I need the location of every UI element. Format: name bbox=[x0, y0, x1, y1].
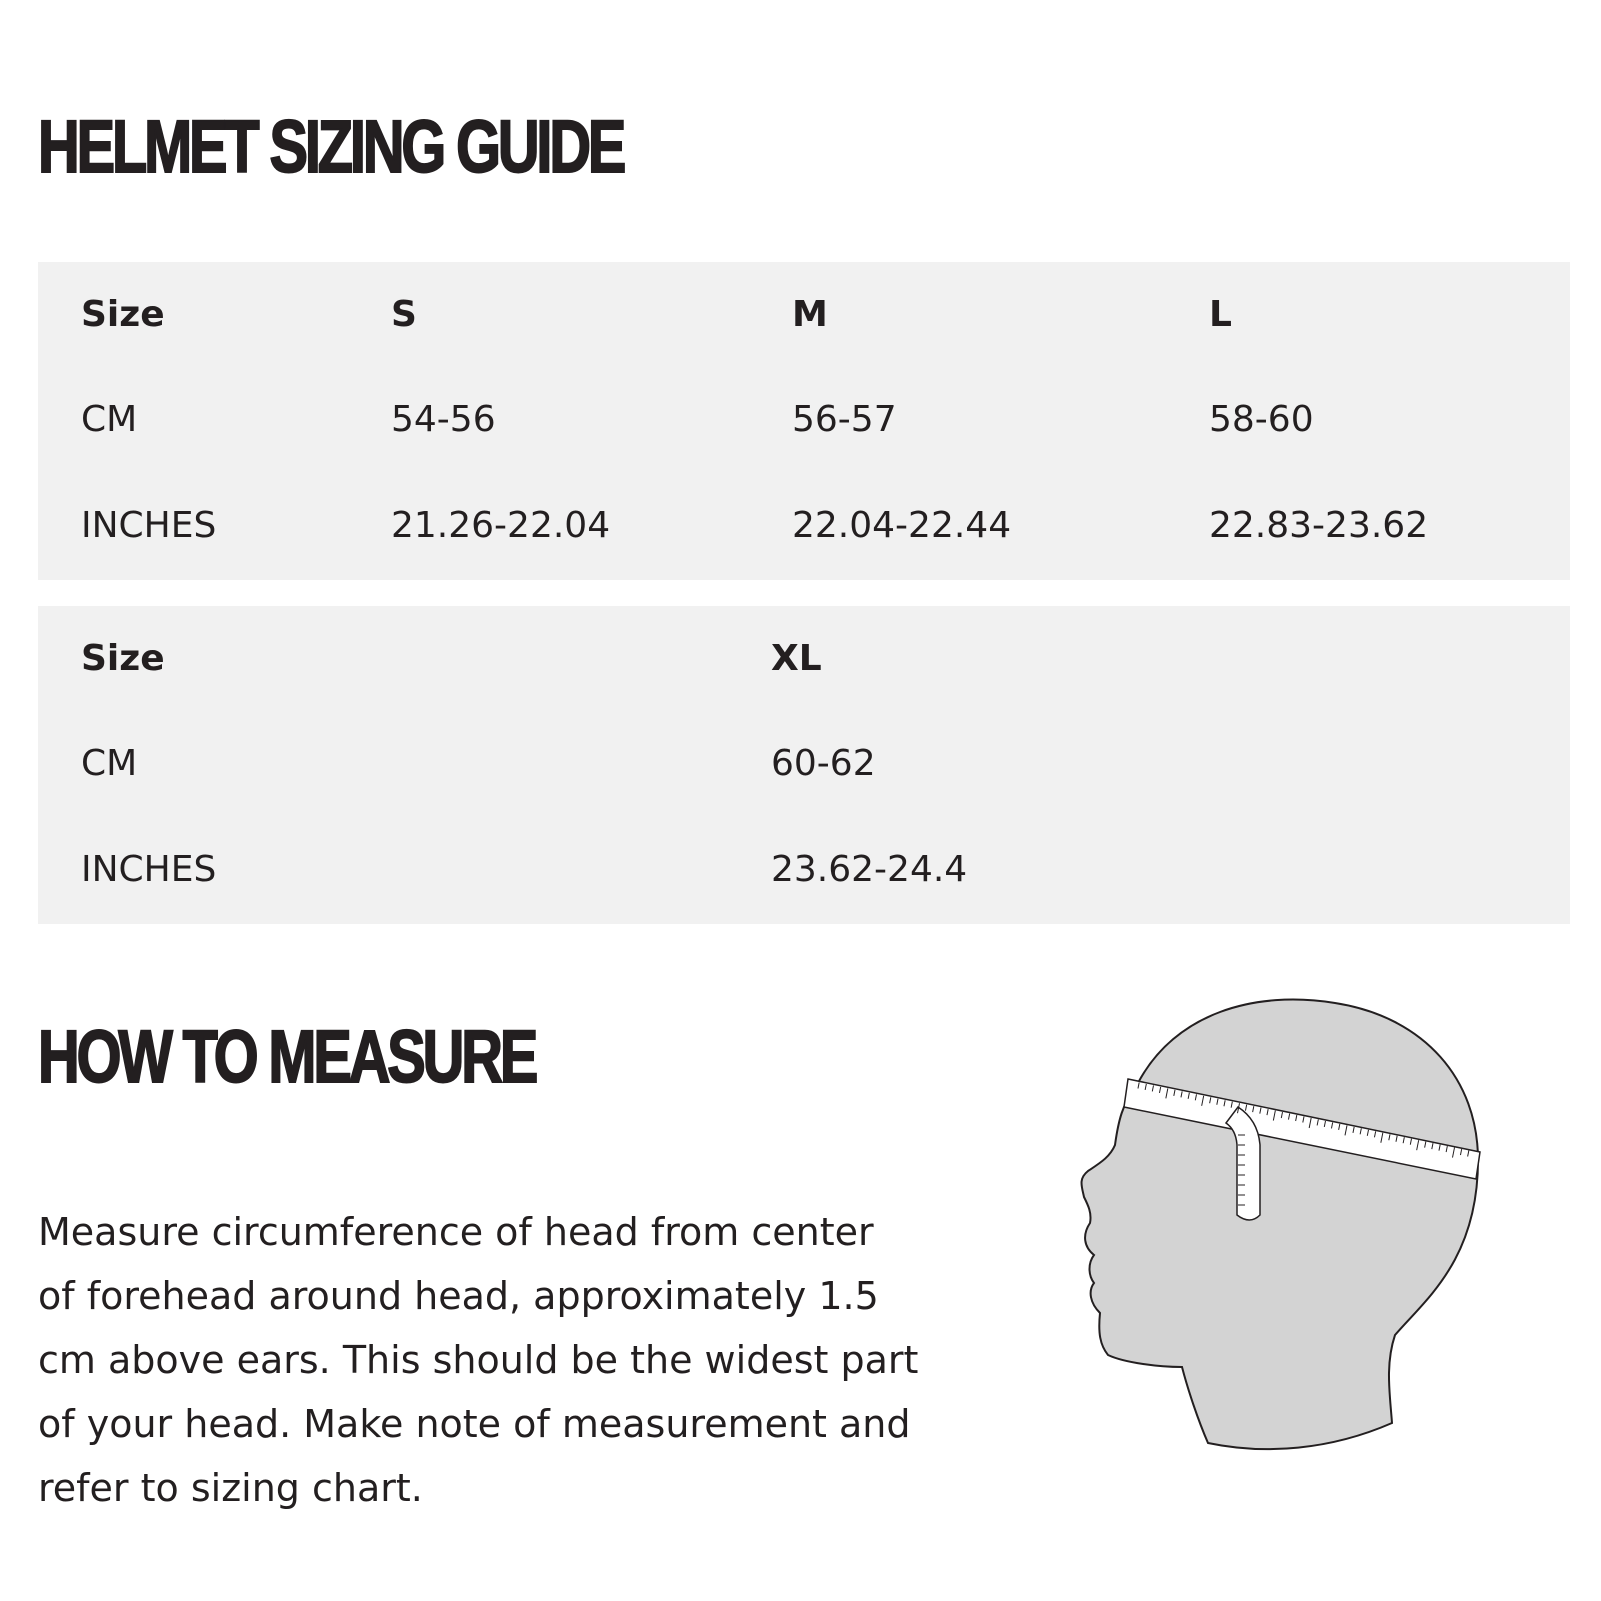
how-to-measure-title: HOW TO MEASURE bbox=[38, 1015, 536, 1098]
table-cell: 56-57 bbox=[792, 399, 897, 440]
table-header-cell: S bbox=[391, 294, 417, 335]
table-row-label: INCHES bbox=[81, 505, 217, 546]
table-header-cell: XL bbox=[771, 638, 822, 679]
table-header-cell: M bbox=[792, 294, 828, 335]
instruction-line: refer to sizing chart. bbox=[38, 1466, 423, 1510]
table-cell: 22.83-23.62 bbox=[1209, 505, 1429, 546]
table-cell: 58-60 bbox=[1209, 399, 1314, 440]
table-cell: 23.62-24.4 bbox=[771, 849, 968, 890]
table-header-cell: L bbox=[1209, 294, 1232, 335]
size-table-small-medium-large bbox=[38, 262, 1570, 580]
table-cell: 54-56 bbox=[391, 399, 496, 440]
table-cell: 21.26-22.04 bbox=[391, 505, 611, 546]
table-cell: 22.04-22.44 bbox=[792, 505, 1012, 546]
table-header-cell: Size bbox=[81, 294, 165, 335]
instruction-line: of forehead around head, approximately 1.5 bbox=[38, 1274, 879, 1318]
instruction-line: Measure circumference of head from center bbox=[38, 1210, 874, 1254]
sizing-guide-title: HELMET SIZING GUIDE bbox=[38, 105, 624, 188]
table-row-label: CM bbox=[81, 743, 138, 784]
head-with-measuring-tape-icon bbox=[1080, 995, 1520, 1495]
table-cell: 60-62 bbox=[771, 743, 876, 784]
head-silhouette bbox=[1082, 1000, 1479, 1450]
table-header-cell: Size bbox=[81, 638, 165, 679]
measure-instructions bbox=[38, 1200, 1048, 1520]
instruction-line: cm above ears. This should be the widest part bbox=[38, 1338, 919, 1382]
instruction-line: of your head. Make note of measurement and bbox=[38, 1402, 911, 1446]
table-row-label: INCHES bbox=[81, 849, 217, 890]
size-table-extra-large bbox=[38, 606, 1570, 924]
table-row-label: CM bbox=[81, 399, 138, 440]
